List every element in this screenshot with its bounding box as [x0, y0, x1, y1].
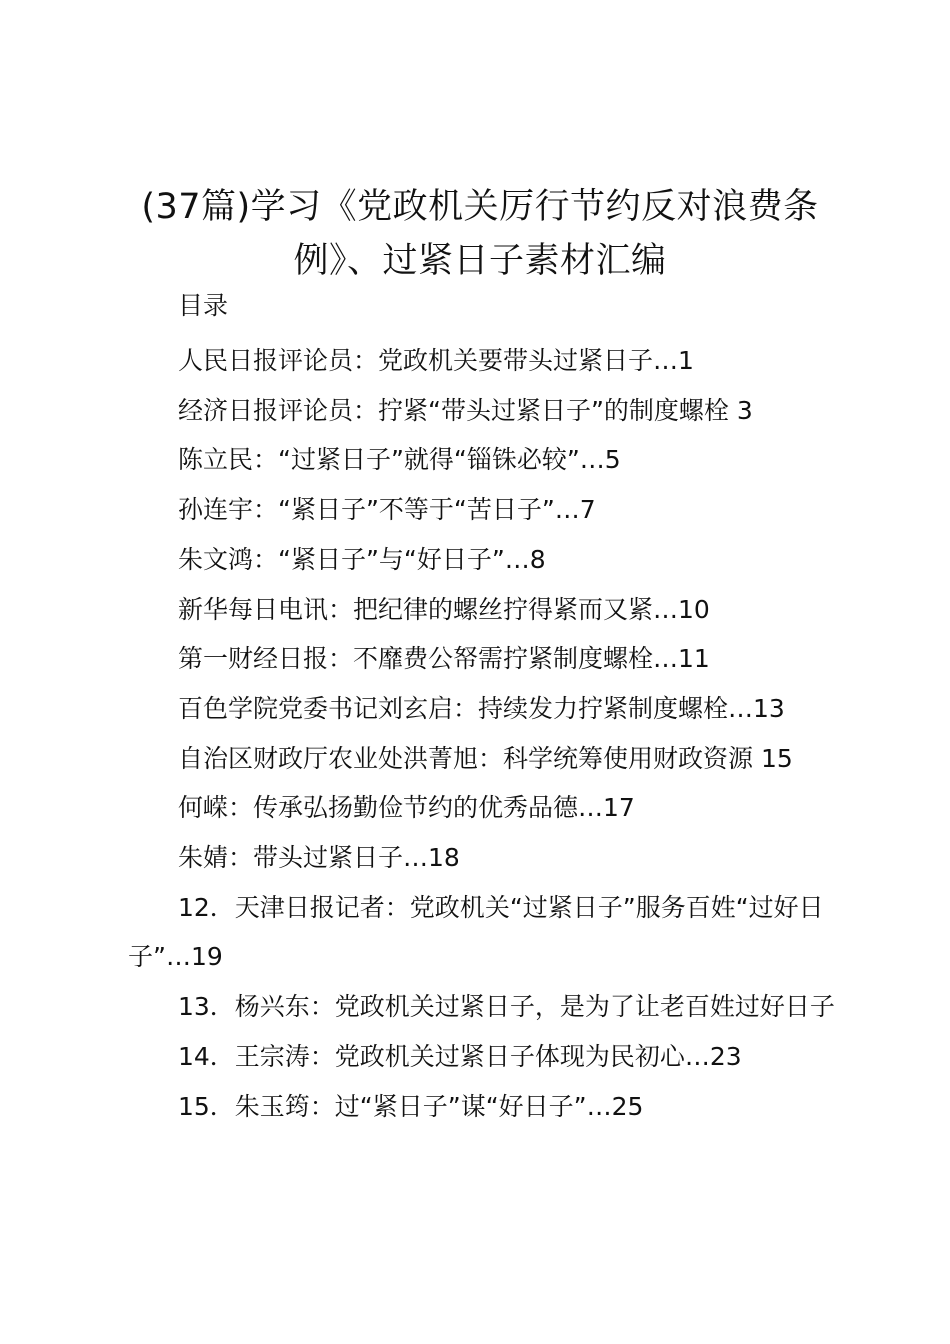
toc-item: 14．王宗涛：党政机关过紧日子体现为民初心…23 — [178, 1041, 742, 1071]
toc-item: 百色学院党委书记刘玄启：持续发力拧紧制度螺栓…13 — [178, 693, 785, 723]
toc-item: 何嵘：传承弘扬勤俭节约的优秀品德…17 — [178, 793, 635, 823]
toc-item: 人民日报评论员：党政机关要带头过紧日子…1 — [178, 346, 694, 375]
toc-item: 自治区财政厅农业处洪菁旭：科学统筹使用财政资源 15 — [178, 743, 793, 773]
toc-item: 13．杨兴东：党政机关过紧日子，是为了让老百姓过好日子 — [178, 992, 835, 1022]
toc-item: 朱婧：带头过紧日子…18 — [178, 843, 460, 873]
toc-item: 第一财经日报：不靡费公帑需拧紧制度螺栓…11 — [178, 644, 710, 674]
toc-item: 孙连宇：“紧日子”不等于“苦日子”…7 — [178, 495, 596, 525]
toc-list — [128, 336, 838, 1131]
document-title: (37篇)学习《党政机关厉行节约反对浪费条例》、过紧日子素材汇编 — [141, 187, 819, 281]
toc-heading: 目录 — [178, 291, 229, 320]
toc-item: 15．朱玉筠：过“紧日子”谋“好日子”…25 — [178, 1091, 644, 1121]
toc-item: 经济日报评论员：拧紧“带头过紧日子”的制度螺栓 3 — [178, 395, 753, 425]
toc-item: 朱文鸿：“紧日子”与“好日子”…8 — [178, 544, 546, 574]
toc-item: 新华每日电讯：把纪律的螺丝拧得紧而又紧…10 — [178, 594, 710, 624]
toc-item: 12．天津日报记者：党政机关“过紧日子”服务百姓“过好日子”…19 — [128, 892, 824, 972]
toc-item: 陈立民：“过紧日子”就得“锱铢必较”…5 — [178, 445, 621, 475]
